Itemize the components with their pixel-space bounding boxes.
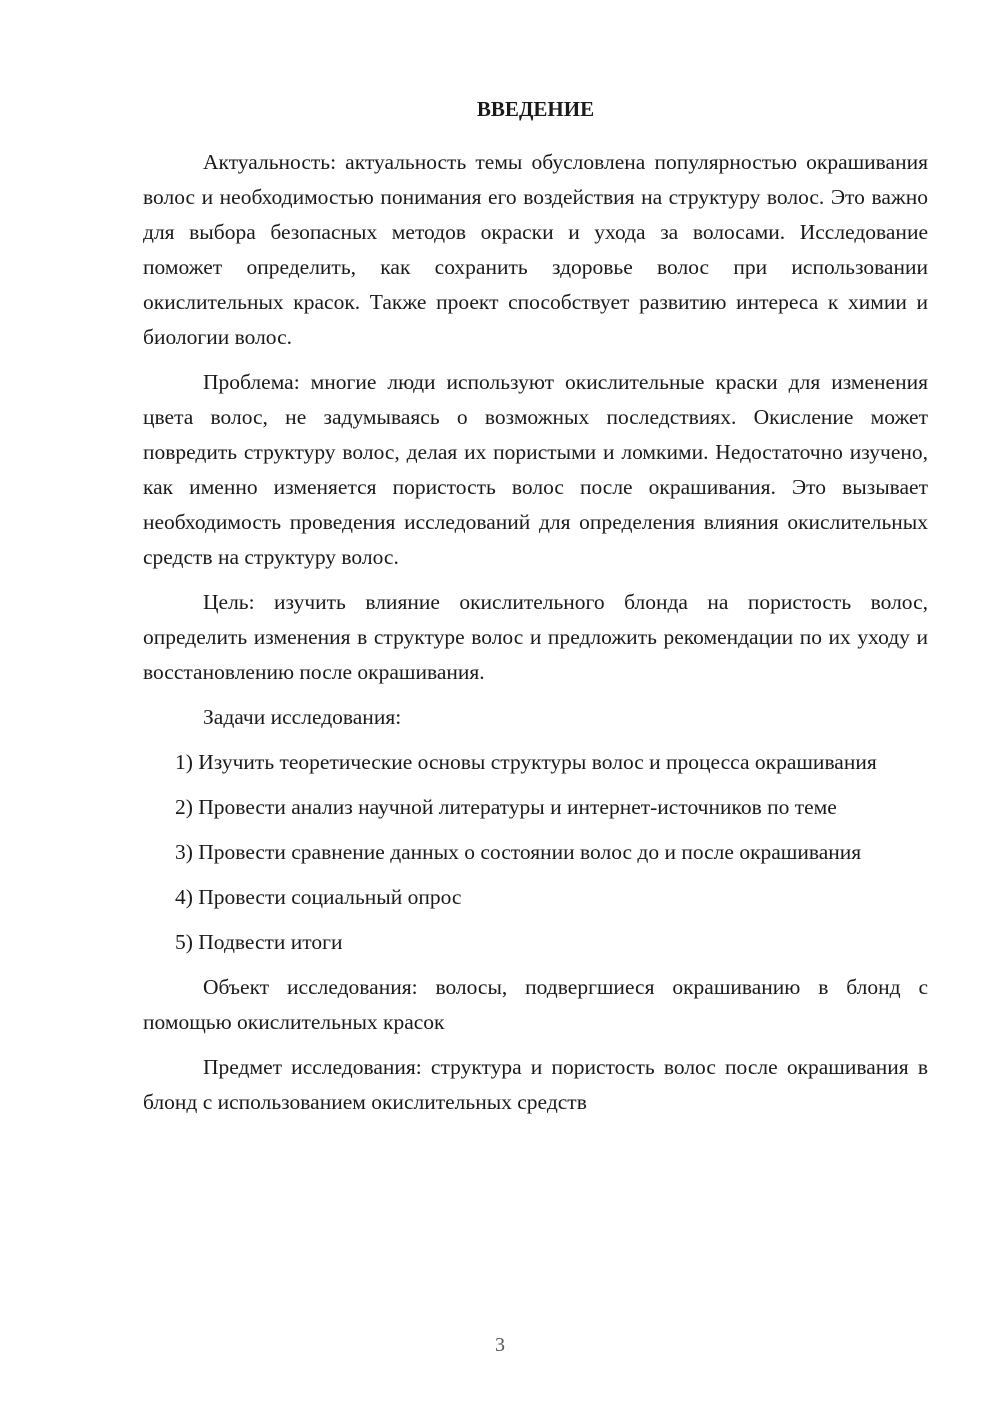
task-item: 1) Изучить теоретические основы структуры волос и процесса окрашивания (175, 750, 877, 774)
object-paragraph: Объект исследования: волосы, подвергшиеся окрашиванию в блонд с помощью окислительных красок (143, 975, 928, 1034)
tasks-heading: Задачи исследования: (203, 705, 402, 729)
subject-paragraph: Предмет исследования: структура и пористость волос после окрашивания в блонд с использованием окислительных средств (143, 1055, 928, 1114)
task-item: 5) Подвести итоги (175, 930, 343, 954)
goal-paragraph: Цель: изучить влияние окислительного блонда на пористость волос, определить изменения в структуре волос и предложить рекомендации по их уходу и восстановлению после окрашивания. (143, 590, 928, 684)
task-item: 3) Провести сравнение данных о состоянии волос до и после окрашивания (175, 840, 862, 864)
task-item: 4) Провести социальный опрос (175, 885, 462, 909)
problem-paragraph: Проблема: многие люди используют окислительные краски для изменения цвета волос, не задумываясь о возможных последствиях. Окисление может повредить структуру волос, делая их пористыми и ломкими. Недостаточно изучено, как именно изменяется пористость волос после окрашивания. Это вызывает необходимость проведения исследований для определения влияния окислительных средств на структуру волос. (143, 370, 928, 569)
document-page (143, 92, 928, 1130)
section-title: ВВЕДЕНИЕ (476, 97, 595, 121)
relevance-paragraph: Актуальность: актуальность темы обусловлена популярностью окрашивания волос и необходимостью понимания его воздействия на структуру волос. Это важно для выбора безопасных методов окраски и ухода за волосами. Исследование поможет определить, как сохранить здоровье волос при использовании окислительных красок. Также проект способствует развитию интереса к химии и биологии волос. (143, 150, 928, 349)
task-item: 2) Провести анализ научной литературы и интернет-источников по теме (175, 795, 837, 819)
page-number: 3 (495, 1334, 505, 1356)
